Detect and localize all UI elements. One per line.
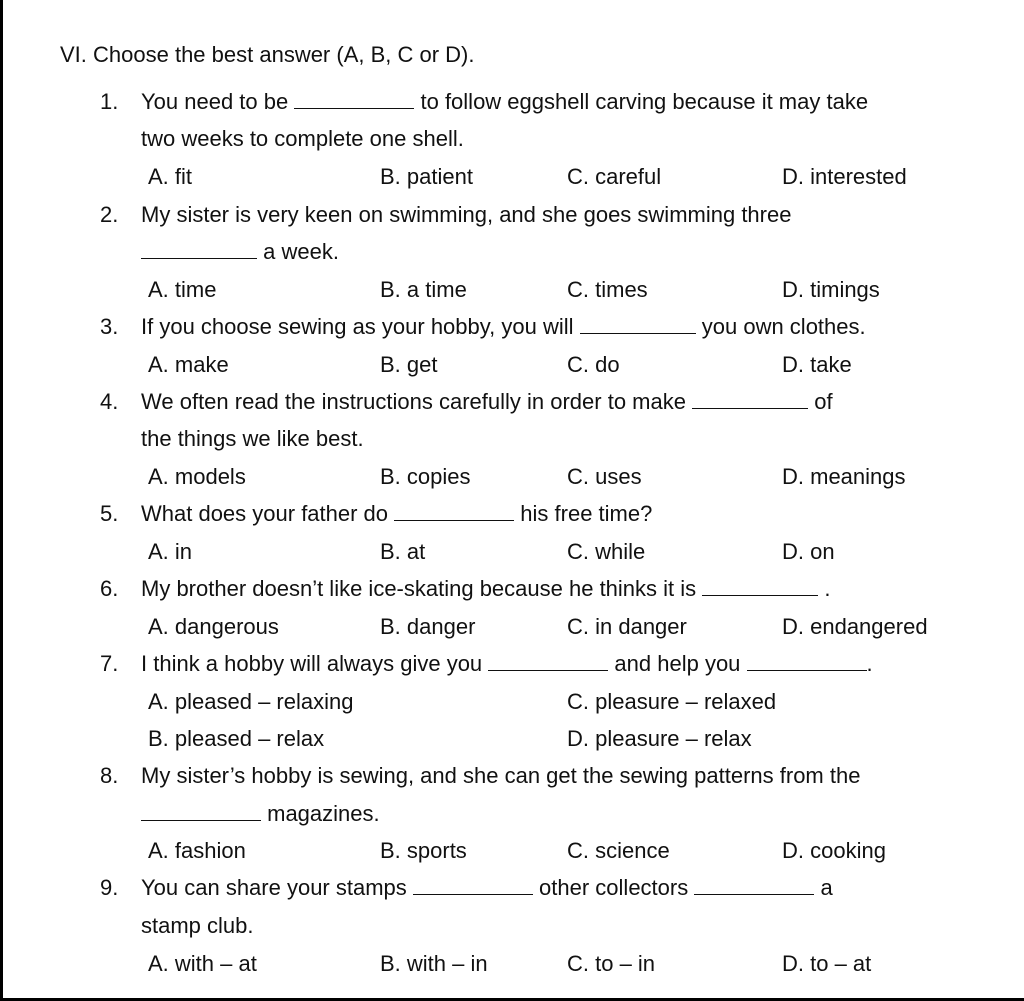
answer-blank [580,315,696,334]
option-d: D. to – at [782,951,872,976]
option-b: B. patient [380,164,473,189]
answer-blank [692,390,808,409]
option-d: D. take [782,352,852,377]
option-c: C. science [567,838,670,863]
question-text: You can share your stamps [141,875,407,900]
option-b: B. sports [380,838,467,863]
question-text: a [820,875,833,900]
question-text: of [814,389,833,414]
question-line: the things we like best. [141,426,364,451]
option-b: B. copies [380,464,471,489]
option-d: D. cooking [782,838,886,863]
option-b: B. a time [380,277,467,302]
option-c: C. pleasure – relaxed [567,689,777,714]
answer-blank [694,876,814,895]
left-border [0,0,3,1001]
question-text: . [824,576,831,601]
option-c: C. in danger [567,614,687,639]
question-number: 4. [100,389,119,414]
option-a: A. make [148,352,229,377]
option-b: B. at [380,539,426,564]
question-line [141,501,652,527]
question-text: his free time? [520,501,653,526]
option-c: C. do [567,352,620,377]
question-text: We often read the instructions carefully in order to make [141,389,686,414]
option-a: A. dangerous [148,614,279,639]
question-number: 3. [100,314,119,339]
option-d: D. endangered [782,614,928,639]
option-b: B. with – in [380,951,488,976]
question-text: other collectors [539,875,689,900]
question-line [141,389,833,415]
question-text: magazines. [267,801,380,826]
question-text: What does your father do [141,501,389,526]
option-a: A. time [148,277,217,302]
question-line [141,651,873,677]
option-b: B. get [380,352,438,377]
question-number: 6. [100,576,119,601]
answer-blank [747,652,867,671]
option-a: A. fit [148,164,193,189]
option-d: D. on [782,539,835,564]
question-text: You need to be [141,89,289,114]
question-text: . [866,651,873,676]
option-c: C. while [567,539,646,564]
question-text: and help you [614,651,741,676]
option-d: D. interested [782,164,907,189]
question-number: 5. [100,501,119,526]
option-c: C. uses [567,464,642,489]
answer-blank [141,240,257,259]
section-heading: VI. Choose the best answer (A, B, C or D). [60,42,475,67]
option-b: B. pleased – relax [148,726,325,751]
question-number: 7. [100,651,119,676]
question-line: My sister’s hobby is sewing, and she can get the sewing patterns from the [141,763,861,788]
option-a: A. fashion [148,838,246,863]
question-line: My sister is very keen on swimming, and she goes swimming three [141,202,792,227]
question-line [141,576,831,602]
answer-blank [413,876,533,895]
question-line [141,239,339,265]
question-text: you own clothes. [701,314,866,339]
question-text: My brother doesn’t like ice-skating because he thinks it is [141,576,697,601]
question-line: stamp club. [141,913,254,938]
question-number: 1. [100,89,119,114]
option-a: A. models [148,464,246,489]
option-b: B. danger [380,614,476,639]
option-c: C. careful [567,164,662,189]
question-text: to follow eggshell carving because it may take [420,89,869,114]
question-number: 8. [100,763,119,788]
option-a: A. with – at [148,951,257,976]
option-d: D. pleasure – relax [567,726,752,751]
question-line [141,801,380,827]
answer-blank [702,577,818,596]
option-c: C. to – in [567,951,656,976]
question-number: 9. [100,875,119,900]
question-line [141,314,866,340]
question-line [141,89,868,115]
option-a: A. pleased – relaxing [148,689,354,714]
option-d: D. timings [782,277,880,302]
answer-blank [294,90,414,109]
option-a: A. in [148,539,193,564]
question-text: I think a hobby will always give you [141,651,483,676]
question-text: If you choose sewing as your hobby, you will [141,314,574,339]
answer-blank [141,802,261,821]
question-line [141,875,833,901]
option-d: D. meanings [782,464,906,489]
question-text: a week. [263,239,339,264]
question-line: two weeks to complete one shell. [141,126,464,151]
option-c: C. times [567,277,648,302]
answer-blank [394,502,514,521]
question-number: 2. [100,202,119,227]
answer-blank [488,652,608,671]
